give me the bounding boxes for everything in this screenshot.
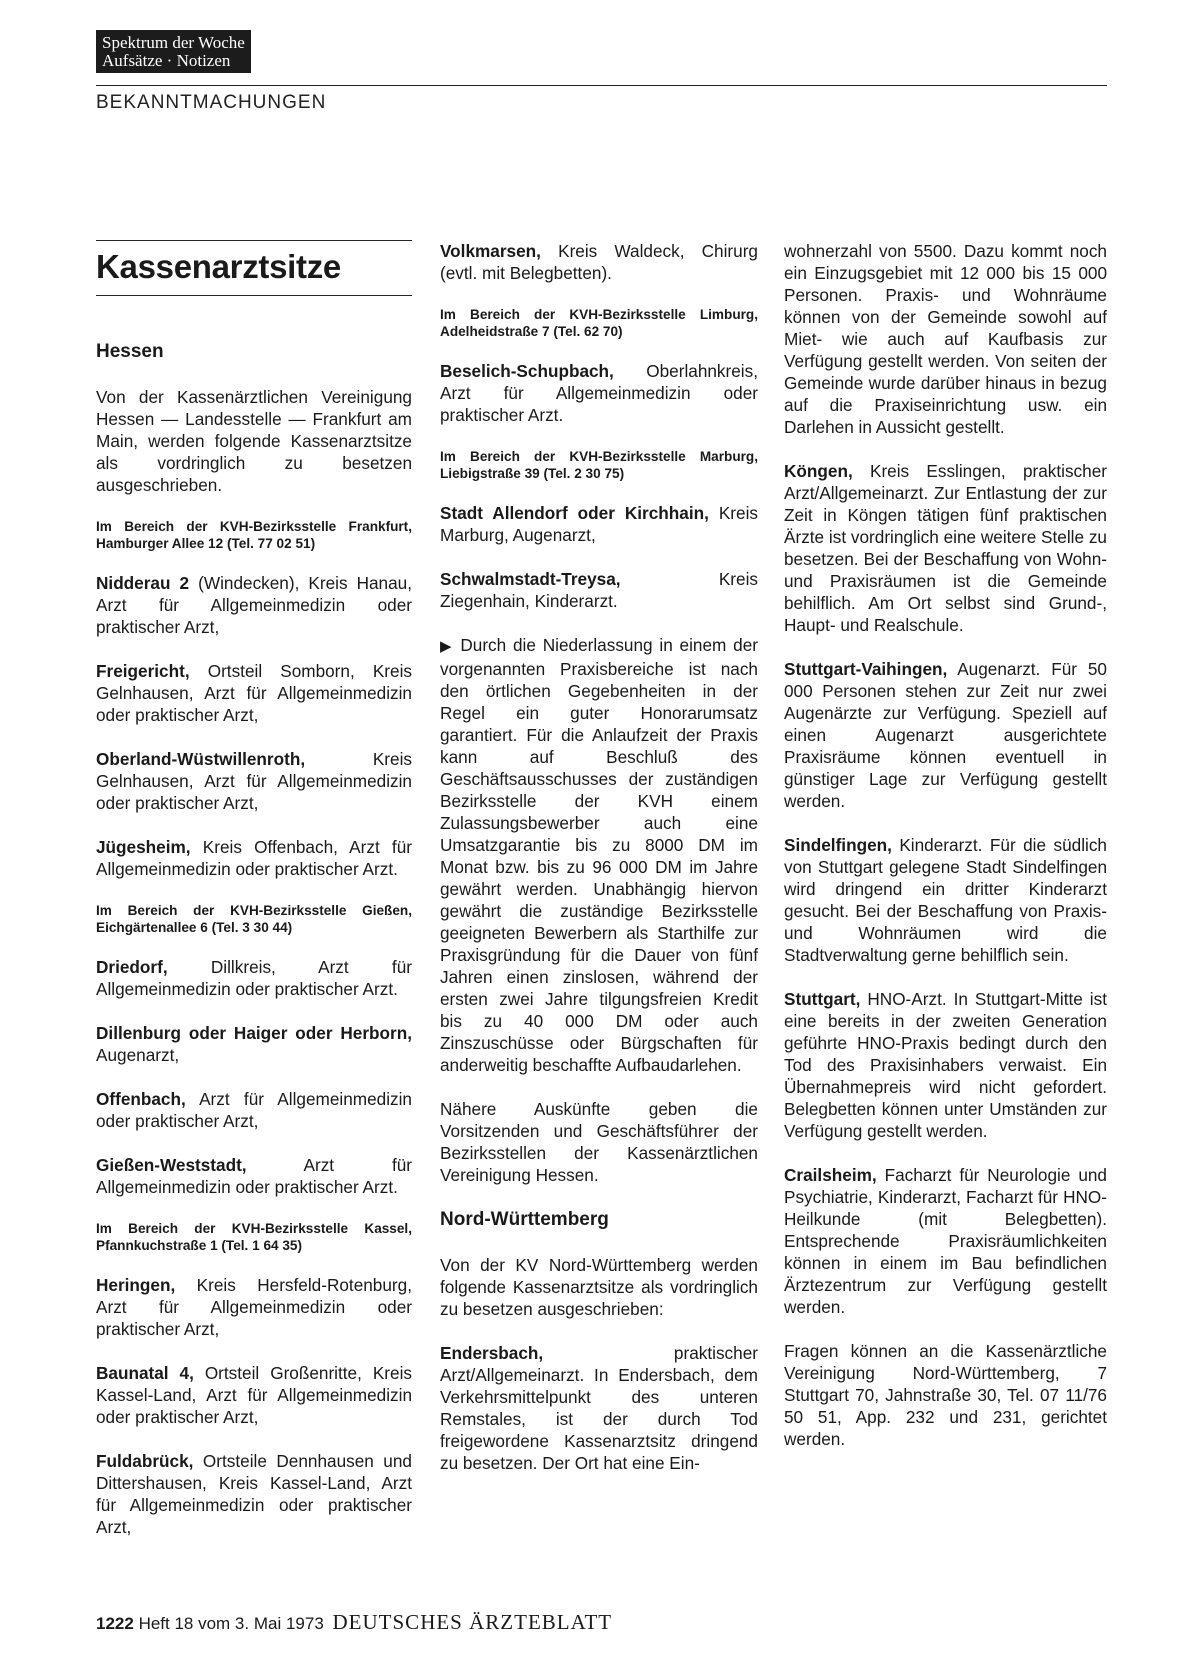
entry-sindelfingen: Sindelfingen, Kinderarzt. Für die südlich von Stuttgart gelegene Stadt Sindelfingen wird dringend ein dritter Kinderarzt gesucht. Bei der Beschaffung von Praxis- und Wohnräumen wird die Stadtverwaltung gerne behilflich sein.	[784, 835, 1107, 965]
article-title: Kassenarztsitze	[96, 248, 341, 285]
column-3	[784, 240, 1107, 1472]
entry-freigericht: Freigericht, Ortsteil Somborn, Kreis Gelnhausen, Arzt für Allgemeinmedizin oder praktischer Arzt,	[96, 661, 412, 725]
entry-oberland: Oberland-Wüstwillenroth, Kreis Gelnhausen, Arzt für Allgemeinmedizin oder praktischer Arzt,	[96, 749, 412, 813]
entry-stuttgart: Stuttgart, HNO-Arzt. In Stuttgart-Mitte ist eine bereits in der zweiten Generation geführte HNO-Praxis bedingt durch den Tod des Praxisinhabers verwaist. Ein Übernahmepreis wird nicht gefordert. Belegbetten können unter Umständen zur Verfügung gestellt werden.	[784, 989, 1107, 1141]
hessen-closing: Nähere Auskünfte geben die Vorsitzenden und Geschäftsführer der Bezirksstellen der Kassenärztlichen Vereinigung Hessen.	[440, 1099, 758, 1185]
nw-intro: Von der KV Nord-Württemberg werden folgende Kassenarztsitze als vordringlich zu besetzen ausgeschrieben:	[440, 1255, 758, 1319]
title-rule-top	[96, 240, 412, 241]
heading-nord-wuerttemberg: Nord-Württemberg	[440, 1209, 609, 1230]
tag-line-1: Spektrum der Woche	[102, 33, 245, 52]
page-number: 1222	[96, 1614, 134, 1633]
hessen-intro: Von der Kassenärztlichen Vereinigung Hessen — Landesstelle — Frankfurt am Main, werden folgende Kassenarztsitze als vordringlich zu besetzen ausgeschrieben.	[96, 387, 412, 495]
entry-allendorf: Stadt Allendorf oder Kirchhain, Kreis Marburg, Augenarzt,	[440, 503, 758, 545]
entry-koengen: Köngen, Kreis Esslingen, praktischer Arzt/Allgemeinarzt. Zur Entlastung der zur Zeit in Köngen tätigen fünf praktischen Ärzte ist vordringlich eine weitere Stelle zu besetzen. Bei der Beschaffung von Wohn- und Praxisräumen ist die Gemeinde behilflich. Am Ort selbst sind Grund-, Haupt- und Realschule.	[784, 461, 1107, 635]
entry-endersbach: Endersbach, praktischer Arzt/Allgemeinarzt. In Endersbach, dem Verkehrsmittelpunkt des unteren Remstales, ist der durch Tod freigewordene Kassenarztsitz dringend zu besetzen. Der Ort hat eine Ein-	[440, 1343, 758, 1473]
entry-dillenburg: Dillenburg oder Haiger oder Herborn, Augenarzt,	[96, 1023, 412, 1065]
entry-driedorf: Driedorf, Dillkreis, Arzt für Allgemeinmedizin oder praktischer Arzt.	[96, 957, 412, 999]
entry-beselich: Beselich-Schupbach, Oberlahnkreis, Arzt für Allgemeinmedizin oder praktischer Arzt.	[440, 361, 758, 425]
heading-hessen: Hessen	[96, 341, 164, 362]
column-2	[440, 240, 758, 1496]
bereich-marburg: Im Bereich der KVH-Bezirksstelle Marburg, Liebigstraße 39 (Tel. 2 30 75)	[440, 449, 758, 481]
bereich-kassel: Im Bereich der KVH-Bezirksstelle Kassel, Pfannkuchstraße 1 (Tel. 1 64 35)	[96, 1221, 412, 1253]
entry-nidderau: Nidderau 2 (Windecken), Kreis Hanau, Arzt für Allgemeinmedizin oder praktischer Arzt,	[96, 573, 413, 637]
entry-heringen: Heringen, Kreis Hersfeld-Rotenburg, Arzt für Allgemeinmedizin oder praktischer Arzt,	[96, 1275, 412, 1339]
entry-baunatal: Baunatal 4, Ortsteil Großenritte, Kreis Kassel-Land, Arzt für Allgemeinmedizin oder praktischer Arzt,	[96, 1363, 412, 1427]
section-tag	[96, 30, 251, 73]
bereich-frankfurt: Im Bereich der KVH-Bezirksstelle Frankfurt, Hamburger Allee 12 (Tel. 77 02 51)	[96, 519, 412, 551]
entry-offenbach: Offenbach, Arzt für Allgemeinmedizin oder praktischer Arzt,	[96, 1089, 412, 1131]
section-label: BEKANNTMACHUNGEN	[96, 92, 327, 113]
entry-endersbach-cont: wohnerzahl von 5500. Dazu kommt noch ein Einzugsgebiet mit 12 000 bis 15 000 Personen. Praxis- und Wohnräume können von der Gemeinde sowohl auf Miet- wie auch auf Kaufbasis zur Verfügung gestellt werden. Von seiten der Gemeinde wurde darüber hinaus in bezug auf die Praxiseinrichtung usw. ein Darlehen in Aussicht gestellt.	[784, 241, 1107, 437]
issue-info: Heft 18 vom 3. Mai 1973	[138, 1614, 324, 1633]
entry-stuttgart-vaihingen: Stuttgart-Vaihingen, Augenarzt. Für 50 000 Personen stehen zur Zeit nur zwei Augenärzte zur Verfügung. Speziell auf einen Augenarzt ausgerichtete Praxisräume können eventuell in günstiger Lage zur Verfügung gestellt werden.	[784, 659, 1107, 811]
title-rule-bottom	[96, 295, 412, 296]
entry-schwalmstadt: Schwalmstadt-Treysa, Kreis Ziegenhain, Kinderarzt.	[440, 569, 758, 611]
entry-giessen-weststadt: Gießen-Weststadt, Arzt für Allgemeinmedizin oder praktischer Arzt.	[96, 1155, 412, 1197]
bereich-giessen: Im Bereich der KVH-Bezirksstelle Gießen, Eichgärtenallee 6 (Tel. 3 30 44)	[96, 903, 412, 935]
entry-crailsheim: Crailsheim, Facharzt für Neurologie und Psychiatrie, Kinderarzt, Facharzt für HNO-Heilkunde (mit Belegbetten). Entsprechende Praxisräumlichkeiten können in einem im Bau befindlichen Ärztezentrum zur Verfügung gestellt werden.	[784, 1165, 1107, 1317]
entry-volkmarsen: Volkmarsen, Kreis Waldeck, Chirurg (evtl. mit Belegbetten).	[440, 241, 758, 283]
tag-line-2: Aufsätze · Notizen	[102, 51, 231, 70]
header-rule	[96, 85, 1107, 86]
entry-fuldabrueck: Fuldabrück, Ortsteile Dennhausen und Dittershausen, Kreis Kassel-Land, Arzt für Allgemeinmedizin oder praktischer Arzt,	[96, 1451, 412, 1537]
entry-juegesheim: Jügesheim, Kreis Offenbach, Arzt für Allgemeinmedizin oder praktischer Arzt.	[96, 837, 412, 879]
arrow-icon: ▶	[440, 638, 454, 655]
hessen-notice: ▶ Durch die Niederlassung in einem der vorgenannten Praxisbereiche ist nach den örtlichen Gegebenheiten in der Regel ein guter Honorarumsatz garantiert. Für die Anlaufzeit der Praxis kann auf Beschluß des Geschäftsausschusses der zuständigen Bezirksstelle der KVH einem Zulassungsbewerber auch eine Umsatzgarantie bis zu 8000 DM im Monat bzw. bis zu 96 000 DM im Jahre gewährt werden. Unabhängig hiervon gewährt die zuständige Bezirksstelle geeigneten Bewerbern als Starthilfe zur Praxisgründung für die Dauer von fünf Jahren einen zinslosen, während der ersten zwei Jahre tilgungsfreien Kredit bis zu 40 000 DM oder auch Zinszuschüsse oder Bürgschaften für anderweitig beschaffte Aufbaudarlehen.	[440, 635, 758, 1075]
bereich-limburg: Im Bereich der KVH-Bezirksstelle Limburg, Adelheidstraße 7 (Tel. 62 70)	[440, 307, 758, 339]
nw-closing: Fragen können an die Kassenärztliche Vereinigung Nord-Württemberg, 7 Stuttgart 70, Jahnstraße 30, Tel. 07 11/76 50 51, App. 232 und 231, gerichtet werden.	[784, 1341, 1107, 1449]
page-footer	[96, 1610, 612, 1635]
column-1	[96, 240, 412, 1560]
journal-name: DEUTSCHES ÄRZTEBLATT	[332, 1610, 613, 1634]
